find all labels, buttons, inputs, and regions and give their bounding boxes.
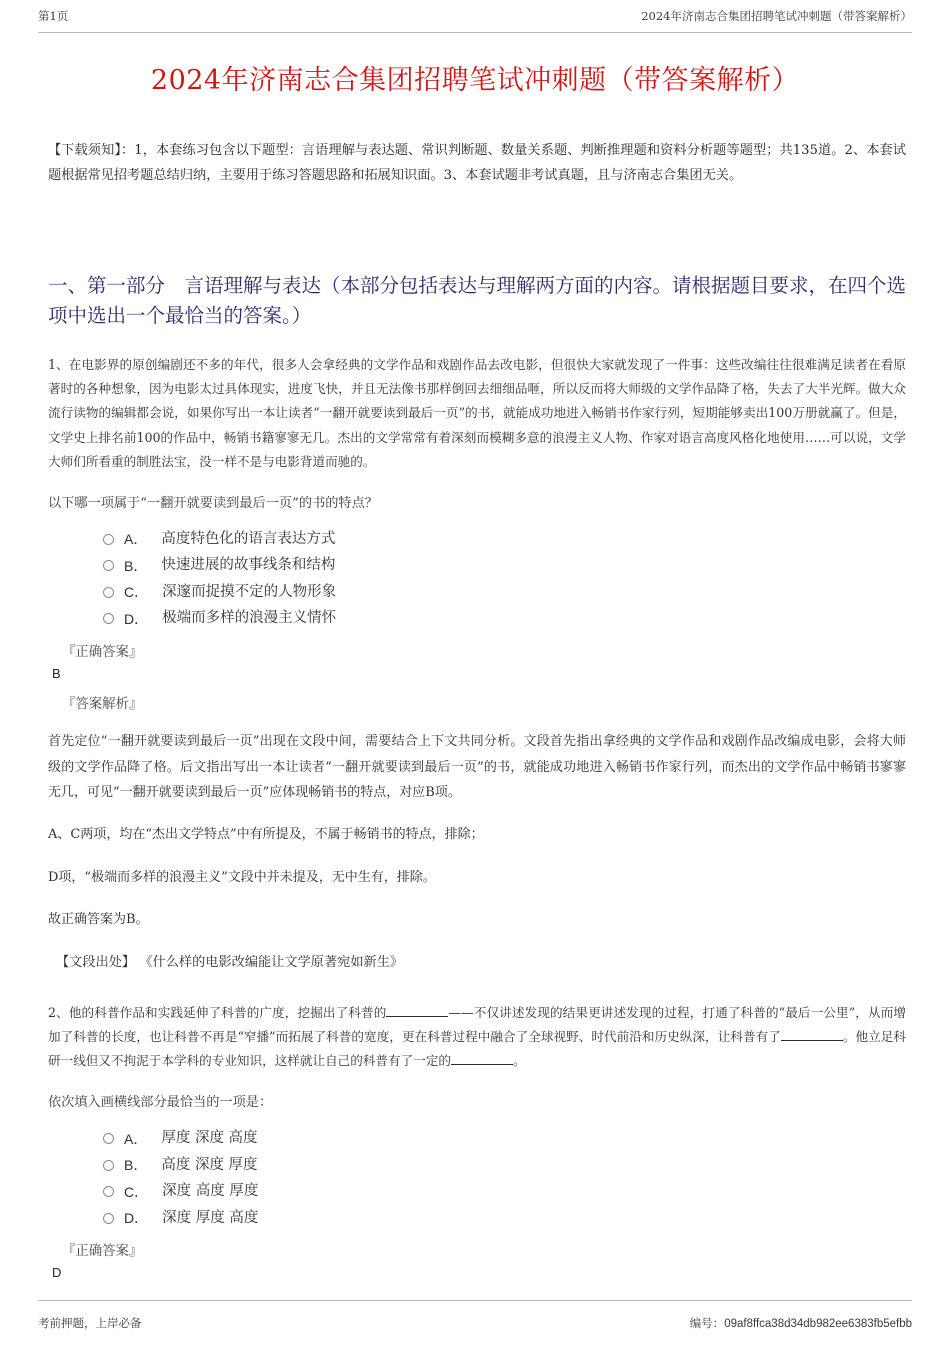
footer-slogan: 考前押题，上岸必备	[38, 1316, 142, 1330]
radio-button-icon[interactable]	[103, 1133, 114, 1144]
option-text: 厚度 深度 高度	[161, 1130, 258, 1147]
radio-button-icon[interactable]	[103, 613, 114, 624]
option-letter: B．	[124, 557, 148, 574]
source-title: 《什么样的电影改编能让文学原著宛如新生》	[139, 955, 404, 971]
page-footer	[38, 1300, 912, 1331]
option-text: 深度 高度 厚度	[162, 1183, 259, 1200]
fill-blank-1	[386, 1016, 448, 1017]
question-2-stem-part4: 。	[513, 1053, 526, 1069]
question-1-answer-label: 『正确答案』	[62, 644, 143, 660]
question-1-analysis-paragraph: 首先定位“一翻开就要读到最后一页”出现在文段中间，需要结合上下文共同分析。文段首先指出拿经典的文学作品和戏剧作品改编成电影，会将大师级的文学作品降了格。后文指出写出一本让读者“一翻开就要读到最后一页”的书，就能成功地进入畅销书作家行列，而杰出的文学作品中畅销书寥寥无几，可见“一翻开就要读到最后一页”应体现畅销书的特点，对应B项。	[48, 734, 906, 801]
option-text: 快速进展的故事线条和结构	[161, 557, 336, 574]
question-2-prompt: 依次填入画横线部分最恰当的一项是：	[48, 1095, 273, 1111]
question-2-stem-part3: 。他立足科研一线但又不拘泥于本学科的专业知识，这样就让自己的科普有了一定的	[48, 1029, 906, 1069]
question-1-stem: 1、在电影界的原创编剧还不多的年代，很多人会拿经典的文学作品和戏剧作品去改电影，但很快大家就发现了一件事：这些改编往往很难满足读者在看原著时的各种想象，因为电影太过具体现实，进度飞快，并且无法像书那样倒回去细细品咂，所以反而将大师级的文学作品降了格，失去了大半光辉。做大众流行读物的编辑都会说，如果你写出一本让读者“一翻开就要读到最后一页”的书，就能成功地进入畅销书作家行列，短期能够卖出100万册就赢了。但是，文学史上排名前100的作品中，畅销书籍寥寥无几。杰出的文学常常有着深刻而模糊多意的浪漫主义人物、作家对语言高度风格化地使用……可以说，文学大师们所看重的制胜法宝，没一样不是与电影背道而驰的。	[48, 357, 906, 469]
option-letter: D．	[124, 610, 149, 627]
radio-button-icon[interactable]	[103, 560, 114, 571]
question-1-analysis-paragraph: 故正确答案为B。	[48, 912, 149, 928]
fill-blank-2	[781, 1040, 843, 1041]
radio-button-icon[interactable]	[103, 1186, 114, 1197]
option-letter: B．	[124, 1157, 148, 1174]
document-body	[48, 138, 906, 1283]
question-2	[48, 1001, 906, 1283]
source-label: 【文段出处】	[56, 955, 136, 971]
question-1	[48, 353, 906, 975]
footer-code	[690, 1315, 912, 1331]
fill-blank-3	[451, 1064, 513, 1065]
question-1-source	[56, 952, 906, 974]
document-title: 2024年济南志合集团招聘笔试冲刺题（带答案解析）	[150, 65, 800, 97]
option-text: 高度 深度 厚度	[161, 1156, 258, 1173]
option-row[interactable]	[103, 607, 906, 630]
option-text: 极端而多样的浪漫主义情怀	[162, 610, 337, 627]
page-header	[38, 8, 912, 33]
option-row[interactable]	[103, 1154, 906, 1177]
section-heading-part-one: 一、第一部分 言语理解与表达（本部分包括表达与理解两方面的内容。请根据题目要求，在四个选项中选出一个最恰当的答案。）	[48, 273, 907, 327]
question-1-analysis-paragraph: A、C两项，均在“杰出文学特点”中有所提及，不属于畅销书的特点，排除；	[48, 827, 484, 843]
question-1-analysis-label: 『答案解析』	[62, 697, 143, 713]
option-letter: A．	[124, 531, 148, 548]
question-1-analysis-paragraph: D项，“极端而多样的浪漫主义”文段中并未提及，无中生有，排除。	[48, 869, 436, 885]
option-text: 高度特色化的语言表达方式	[161, 530, 336, 547]
question-2-options	[103, 1127, 906, 1230]
option-letter: D．	[124, 1210, 149, 1227]
question-2-answer-value: D	[52, 1265, 62, 1281]
download-notice: 【下载须知】：1，本套练习包含以下题型：言语理解与表达题、常识判断题、数量关系题、判断推理题和资料分析题等题型；共135道。2、本套试题根据常见招考题总结归纳，主要用于练习答题思路和拓展知识面。3、本套试题非考试真题，且与济南志合集团无关。	[48, 143, 906, 184]
option-text: 深度 厚度 高度	[162, 1209, 259, 1226]
question-2-stem-part1: 2、他的科普作品和实践延伸了科普的广度，挖掘出了科普的	[48, 1004, 387, 1020]
question-1-answer-value: B	[52, 665, 61, 681]
page-number-marker: 第1页	[38, 9, 69, 23]
footer-code-value: 09af8ffca38d34db982ee6383fb5efbb	[724, 1318, 912, 1330]
question-1-prompt: 以下哪一项属于“一翻开就要读到最后一页”的书的特点？	[48, 495, 378, 511]
option-letter: A．	[124, 1130, 148, 1147]
option-row[interactable]	[103, 1180, 906, 1203]
question-2-answer-label: 『正确答案』	[62, 1244, 143, 1260]
option-row[interactable]	[103, 554, 906, 577]
footer-code-label: 编号：	[689, 1316, 725, 1330]
radio-button-icon[interactable]	[103, 1213, 114, 1224]
radio-button-icon[interactable]	[103, 587, 114, 598]
option-text: 深邃而捉摸不定的人物形象	[162, 583, 337, 600]
option-row[interactable]	[103, 1127, 906, 1150]
radio-button-icon[interactable]	[103, 534, 114, 545]
option-row[interactable]	[103, 528, 906, 551]
header-running-title: 2024年济南志合集团招聘笔试冲刺题（带答案解析）	[641, 9, 912, 23]
option-letter: C．	[124, 1183, 149, 1200]
radio-button-icon[interactable]	[103, 1160, 114, 1171]
question-2-stem-part2: ——不仅讲述发现的结果更讲述发现的过程，打通了科普的“最后一公里”，从而增加了科普的长度，也让科普不再是“窄播”而拓展了科普的宽度，更在科普过程中融合了全球视野、时代前沿和历史纵深，让科普有了	[48, 1004, 906, 1045]
option-letter: C．	[124, 584, 149, 601]
option-row[interactable]	[103, 1207, 906, 1230]
option-row[interactable]	[103, 581, 906, 604]
question-1-options	[103, 528, 906, 631]
question-2-stem	[48, 1001, 906, 1074]
